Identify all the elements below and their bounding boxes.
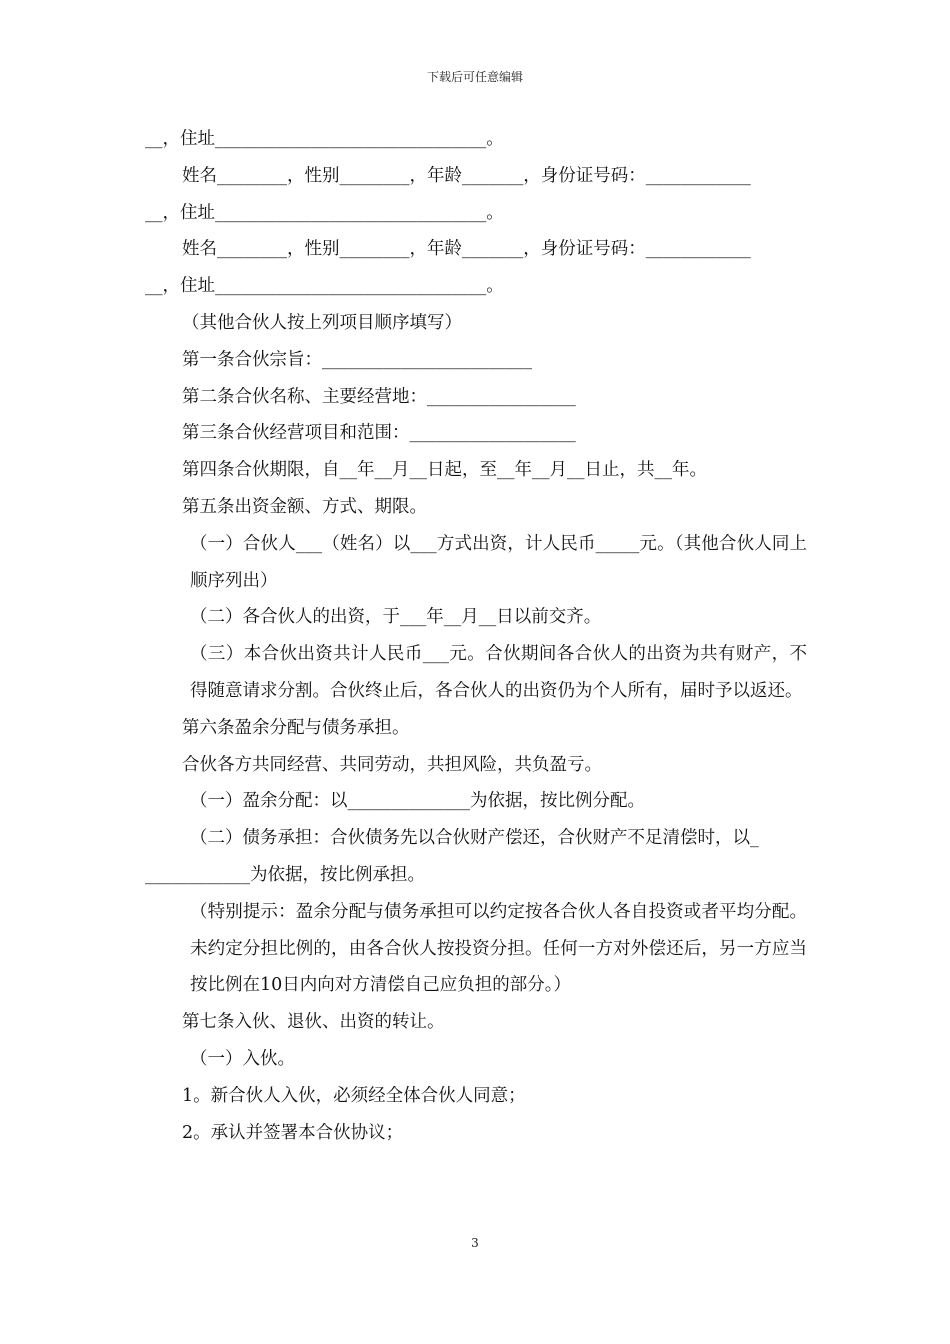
article-6-intro: 合伙各方共同经营、共同劳动，共担风险，共负盈亏。: [182, 754, 602, 775]
article-7-clause-1: 1。新合伙人入伙，必须经全体合伙人同意；: [182, 1085, 526, 1106]
partner-info-line: 姓名________，性别________，年龄_______，身份证号码：____________: [182, 239, 751, 260]
article-6-item-2-cont: ____________为依据，按比例承担。: [145, 864, 425, 885]
article-2: 第二条合伙名称、主要经营地：_________________: [182, 386, 576, 407]
article-5-item-3: （三）本合伙出资共计人民币___元。合伙期间各合伙人的出资为共有财产，不得随意请求分割。合伙终止后，各合伙人的出资仍为个人所有，届时予以返还。: [190, 644, 807, 701]
document-body: [145, 121, 807, 1151]
address-line: __，住址_______________________________。: [145, 129, 504, 149]
article-7-clause-2: 2。承认并签署本合伙协议；: [182, 1122, 404, 1143]
page-number: 3: [471, 1236, 479, 1250]
article-5-item-2: （二）各合伙人的出资，于___年__月__日以前交齐。: [190, 607, 602, 628]
page-header-note: 下载后可任意编辑: [426, 70, 523, 84]
article-7-item-1: （一）入伙。: [190, 1048, 295, 1069]
article-7-heading: 第七条入伙、退伙、出资的转让。: [182, 1012, 445, 1033]
article-5-heading: 第五条出资金额、方式、期限。: [182, 496, 427, 517]
article-5-item-1: （一）合伙人___（姓名）以___方式出资，计人民币_____元。（其他合伙人同上顺序列出）: [190, 533, 807, 591]
partner-info-line: 姓名________，性别________，年龄_______，身份证号码：____________: [182, 165, 751, 186]
article-3: 第三条合伙经营项目和范围：___________________: [182, 423, 576, 444]
article-6-item-2: （二）债务承担：合伙债务先以合伙财产偿还，合伙财产不足清偿时，以_: [190, 828, 759, 849]
special-note: （特别提示：盈余分配与债务承担可以约定按各合伙人各自投资或者平均分配。未约定分担比例的，由各合伙人按投资分担。任何一方对外偿还后，另一方应当按比例在10日内向对方清偿自己应负担的部分。）: [190, 901, 807, 996]
address-line: __，住址_______________________________。: [145, 276, 504, 297]
article-4: 第四条合伙期限，自__年__月__日起，至__年__月__日止，共__年。: [182, 460, 707, 481]
fill-note: （其他合伙人按上列项目顺序填写）: [182, 312, 462, 333]
article-6-heading: 第六条盈余分配与债务承担。: [182, 717, 410, 738]
address-line: __，住址_______________________________。: [145, 202, 504, 223]
article-6-item-1: （一）盈余分配：以______________为依据，按比例分配。: [190, 791, 645, 812]
article-1: 第一条合伙宗旨：________________________: [182, 349, 532, 370]
